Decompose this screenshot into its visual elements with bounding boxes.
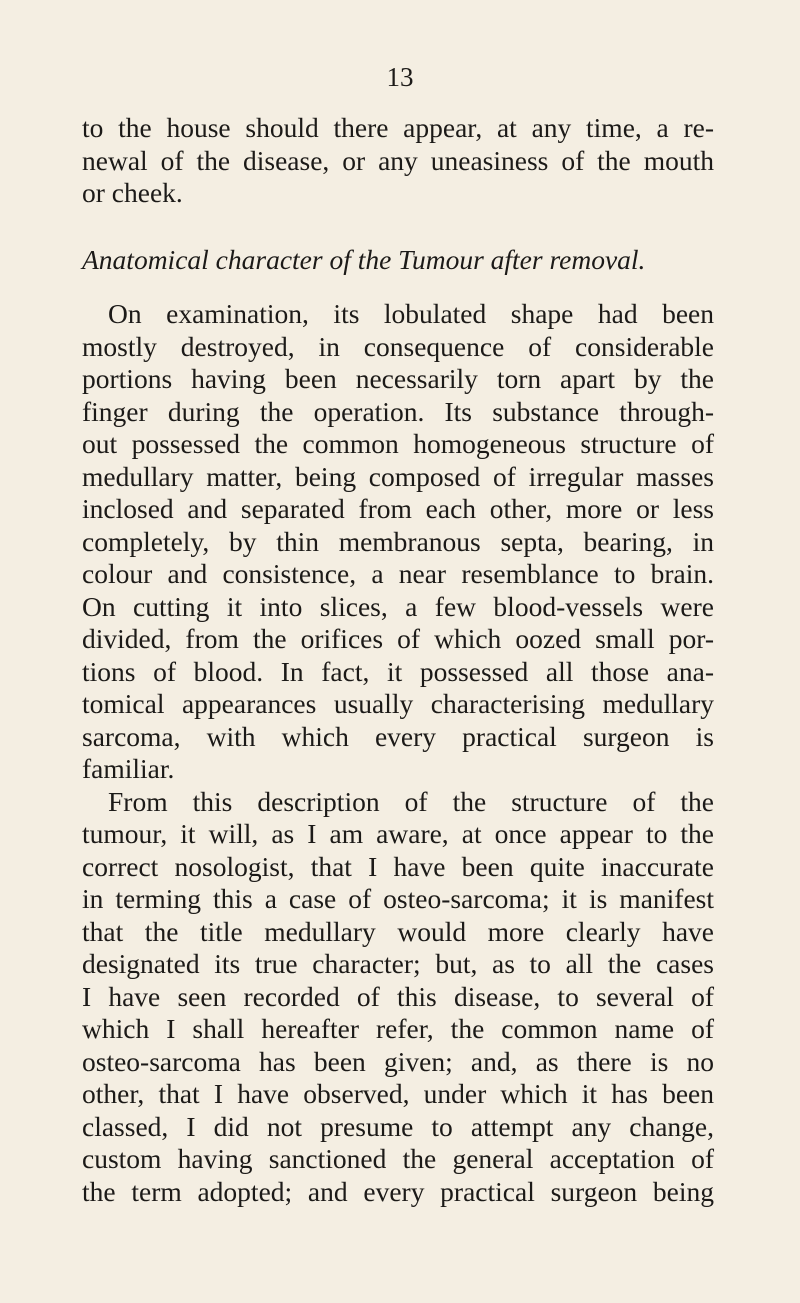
page-number: 13	[386, 62, 414, 92]
text-line: correct nosologist, that I have been quite inaccurate	[82, 850, 714, 882]
text-line: divided, from the orifices of which oozed small por-	[82, 623, 714, 654]
text-line: inclosed and separated from each other, more or less	[82, 493, 714, 524]
text-line: mostly destroyed, in consequence of considerable	[82, 330, 714, 362]
text-line: tumour, it will, as I am aware, at once appear to the	[82, 818, 714, 849]
text-line: newal of the disease, or any uneasiness of the mouth	[82, 144, 714, 176]
text-line: in terming this a case of osteo-sarcoma; it is manifest	[82, 883, 714, 914]
text-line: which I shall hereafter refer, the common name of	[82, 1013, 714, 1044]
text-line: other, that I have observed, under which it has been	[82, 1078, 714, 1109]
text-line: colour and consistence, a near resemblance to brain.	[82, 558, 714, 589]
text-line: On examination, its lobulated shape had been	[108, 298, 714, 329]
text-line: osteo-sarcoma has been given; and, as there is no	[82, 1045, 714, 1077]
text-line: I have seen recorded of this disease, to several of	[82, 980, 714, 1012]
text-line: tions of blood. In fact, it possessed all those ana-	[82, 655, 714, 687]
text-line: portions having been necessarily torn apart by the	[82, 363, 714, 394]
paragraph-continuation	[82, 112, 714, 210]
text-line: familiar.	[82, 753, 175, 784]
text-line: classed, I did not presume to attempt any change,	[82, 1110, 714, 1142]
text-line: On cutting it into slices, a few blood-vessels were	[82, 590, 714, 622]
text-line: finger during the operation. Its substance through-	[82, 395, 714, 427]
text-line: custom having sanctioned the general acceptation of	[82, 1143, 714, 1174]
text-line: the term adopted; and every practical surgeon being	[82, 1175, 714, 1207]
text-line: tomical appearances usually characterising medullary	[82, 688, 714, 719]
text-line: completely, by thin membranous septa, bearing, in	[82, 525, 714, 557]
text-line: designated its true character; but, as to all the cases	[82, 948, 714, 979]
paragraph-body	[82, 298, 714, 1208]
text-line: that the title medullary would more clearly have	[82, 915, 714, 947]
section-heading: Anatomical character of the Tumour after removal.	[82, 244, 646, 275]
text-line: or cheek.	[82, 177, 183, 208]
text-line: out possessed the common homogeneous structure of	[82, 428, 714, 459]
text-line: From this description of the structure of the	[108, 785, 714, 817]
text-line: sarcoma, with which every practical surgeon is	[82, 720, 714, 752]
text-line: to the house should there appear, at any time, a re-	[82, 112, 714, 143]
text-line: medullary matter, being composed of irregular masses	[82, 460, 714, 492]
